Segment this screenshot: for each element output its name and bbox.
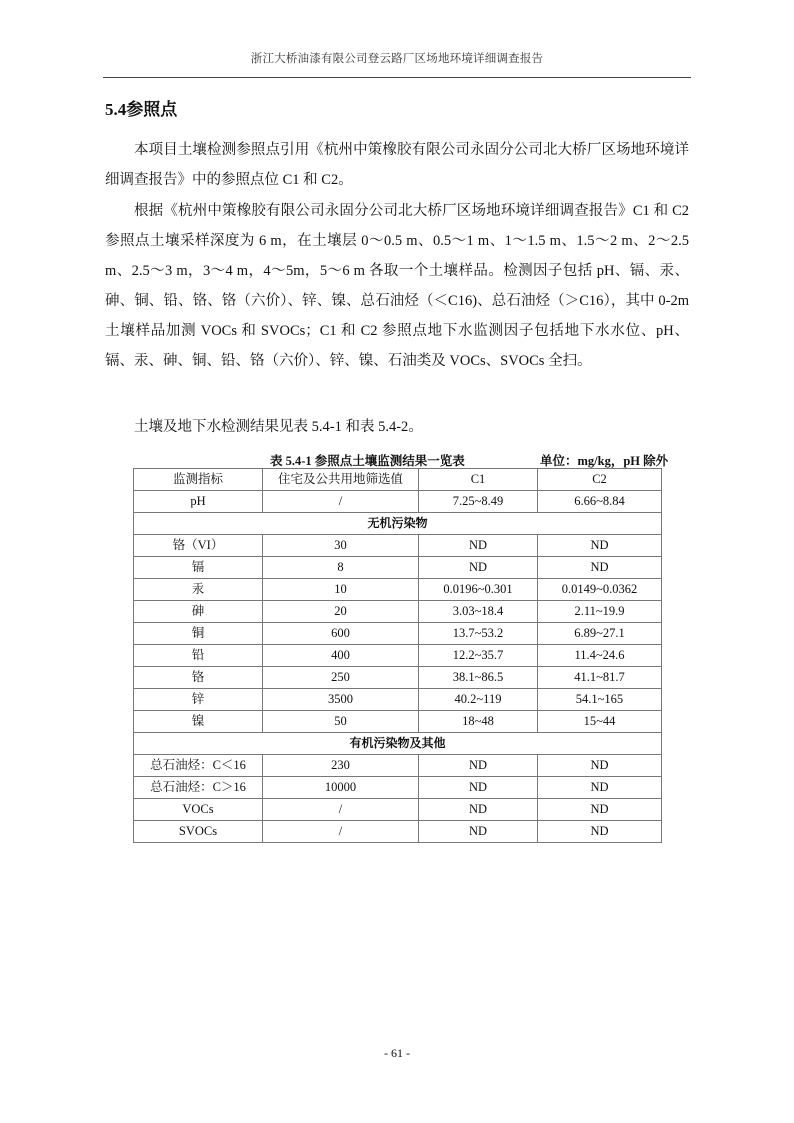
- table-group-row: [134, 733, 662, 755]
- c1-value-cell: ND: [419, 557, 538, 579]
- table-row: [134, 821, 662, 843]
- c2-value-cell: 11.4~24.6: [538, 645, 662, 667]
- table-row: [134, 601, 662, 623]
- header-divider: [103, 77, 691, 78]
- c1-value-cell: ND: [419, 821, 538, 843]
- c2-value-cell: ND: [538, 535, 662, 557]
- c2-value-cell: 0.0149~0.0362: [538, 579, 662, 601]
- table-caption: [270, 451, 669, 469]
- c1-value-cell: 0.0196~0.301: [419, 579, 538, 601]
- group-label: 无机污染物: [134, 513, 662, 535]
- table-row: [134, 535, 662, 557]
- indicator-cell: 铬（VI）: [134, 535, 263, 557]
- table-row: [134, 579, 662, 601]
- indicator-cell: 铅: [134, 645, 263, 667]
- indicator-cell: pH: [134, 491, 263, 513]
- c1-value-cell: 13.7~53.2: [419, 623, 538, 645]
- screening-value-cell: 230: [263, 755, 419, 777]
- table-row: [134, 755, 662, 777]
- table-row: [134, 491, 662, 513]
- table-unit-note: 单位：mg/kg，pH 除外: [540, 454, 669, 468]
- table-row: [134, 711, 662, 733]
- c2-value-cell: ND: [538, 799, 662, 821]
- page-number: - 61 -: [384, 1046, 410, 1060]
- indicator-cell: SVOCs: [134, 821, 263, 843]
- screening-value-cell: 50: [263, 711, 419, 733]
- c2-value-cell: ND: [538, 755, 662, 777]
- c2-value-cell: 6.89~27.1: [538, 623, 662, 645]
- column-header: C2: [538, 469, 662, 491]
- c1-value-cell: 7.25~8.49: [419, 491, 538, 513]
- table-header-row: [134, 469, 662, 491]
- table-body: [134, 491, 662, 843]
- section-title: 5.4参照点: [105, 100, 178, 119]
- indicator-cell: 铬: [134, 667, 263, 689]
- running-header: 浙江大桥油漆有限公司登云路厂区场地环境详细调查报告: [250, 53, 544, 65]
- c2-value-cell: 2.11~19.9: [538, 601, 662, 623]
- table-row: [134, 623, 662, 645]
- screening-value-cell: 10: [263, 579, 419, 601]
- indicator-cell: VOCs: [134, 799, 263, 821]
- indicator-cell: 总石油烃：C＞16: [134, 777, 263, 799]
- c2-value-cell: ND: [538, 557, 662, 579]
- soil-monitoring-table: [133, 468, 662, 843]
- c1-value-cell: ND: [419, 535, 538, 557]
- table-group-row: [134, 513, 662, 535]
- screening-value-cell: /: [263, 821, 419, 843]
- c1-value-cell: ND: [419, 777, 538, 799]
- screening-value-cell: 8: [263, 557, 419, 579]
- screening-value-cell: /: [263, 491, 419, 513]
- indicator-cell: 镉: [134, 557, 263, 579]
- indicator-cell: 镍: [134, 711, 263, 733]
- table-row: [134, 557, 662, 579]
- column-header: 监测指标: [134, 469, 263, 491]
- table-row: [134, 667, 662, 689]
- column-header: C1: [419, 469, 538, 491]
- c1-value-cell: ND: [419, 755, 538, 777]
- c2-value-cell: 6.66~8.84: [538, 491, 662, 513]
- screening-value-cell: /: [263, 799, 419, 821]
- indicator-cell: 铜: [134, 623, 263, 645]
- table-title: 表 5.4-1 参照点土壤监测结果一览表: [270, 454, 465, 468]
- group-label: 有机污染物及其他: [134, 733, 662, 755]
- c2-value-cell: 41.1~81.7: [538, 667, 662, 689]
- c1-value-cell: 12.2~35.7: [419, 645, 538, 667]
- screening-value-cell: 250: [263, 667, 419, 689]
- c2-value-cell: 15~44: [538, 711, 662, 733]
- c1-value-cell: 38.1~86.5: [419, 667, 538, 689]
- table-row: [134, 799, 662, 821]
- c1-value-cell: 18~48: [419, 711, 538, 733]
- screening-value-cell: 20: [263, 601, 419, 623]
- screening-value-cell: 30: [263, 535, 419, 557]
- c1-value-cell: 3.03~18.4: [419, 601, 538, 623]
- indicator-cell: 锌: [134, 689, 263, 711]
- table-row: [134, 689, 662, 711]
- c1-value-cell: ND: [419, 799, 538, 821]
- table-row: [134, 777, 662, 799]
- screening-value-cell: 600: [263, 623, 419, 645]
- table-row: [134, 645, 662, 667]
- column-header: 住宅及公共用地筛选值: [263, 469, 419, 491]
- indicator-cell: 砷: [134, 601, 263, 623]
- paragraph-results-pointer: 土壤及地下水检测结果见表 5.4-1 和表 5.4-2。: [134, 419, 423, 435]
- c1-value-cell: 40.2~119: [419, 689, 538, 711]
- screening-value-cell: 10000: [263, 777, 419, 799]
- screening-value-cell: 3500: [263, 689, 419, 711]
- screening-value-cell: 400: [263, 645, 419, 667]
- c2-value-cell: ND: [538, 821, 662, 843]
- paragraph-reference-source: 本项目土壤检测参照点引用《杭州中策橡胶有限公司永固分公司北大桥厂区场地环境详细调查报告》中的参照点位 C1 和 C2。: [105, 142, 689, 188]
- indicator-cell: 总石油烃：C＜16: [134, 755, 263, 777]
- c2-value-cell: ND: [538, 777, 662, 799]
- c2-value-cell: 54.1~165: [538, 689, 662, 711]
- paragraph-sampling-details: 根据《杭州中策橡胶有限公司永固分公司北大桥厂区场地环境详细调查报告》C1 和 C2 参照点土壤采样深度为 6 m，在土壤层 0～0.5 m、0.5～1 m、1～1.5 m、1.5～2 m、2～2.5 m、2.5～3 m，3～4 m，4～5m，5～6 m 各取一个土壤样品。检测因子包括 pH、镉、汞、砷、铜、铅、铬、铬（六价）、锌、镍、总石油烃（＜C16)、总石油烃（＞C16），其中 0-2m 土壤样品加测 VOCs 和 SVOCs；C1 和 C2 参照点地下水监测因子包括地下水水位、pH、镉、汞、砷、铜、铅、铬（六价）、锌、镍、石油类及 VOCs、SVOCs 全扫。: [105, 203, 690, 369]
- indicator-cell: 汞: [134, 579, 263, 601]
